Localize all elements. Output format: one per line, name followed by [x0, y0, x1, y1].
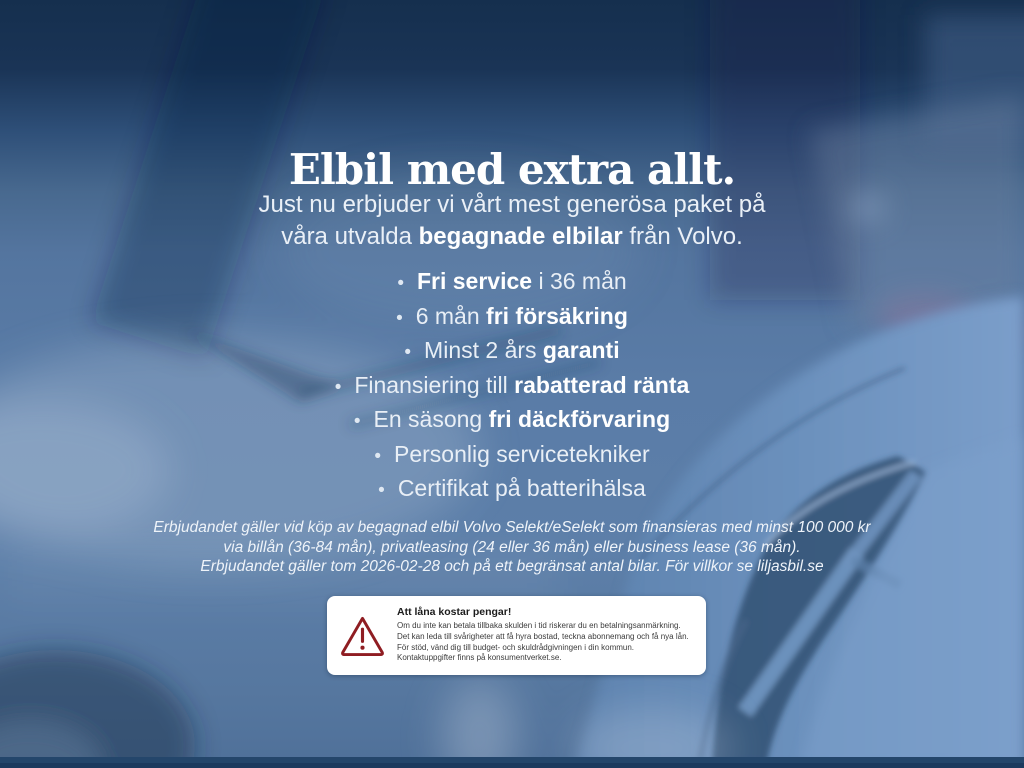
warning-title: Att låna kostar pengar! — [397, 606, 512, 618]
benefit-item: • Personlig servicetekniker — [0, 437, 1024, 472]
benefit-item: • En säsong fri däckförvaring — [0, 402, 1024, 437]
subtitle-line-2: våra utvalda begagnade elbilar från Volvo. — [281, 223, 743, 250]
bullet-icon: • — [334, 376, 342, 398]
disclaimer-line: Erbjudandet gäller vid köp av begagnad elbil Volvo Selekt/eSelekt som finansieras med minst 100 000 kr — [153, 519, 871, 536]
bullet-icon: • — [378, 480, 385, 501]
benefit-item: • Finansiering till rabatterad ränta — [0, 368, 1024, 403]
warning-text — [397, 606, 692, 664]
bullet-icon: • — [353, 411, 361, 432]
bullet-icon: • — [397, 273, 404, 294]
warning-body: Om du inte kan betala tillbaka skulden i tid riskerar du en betalningsanmärkning. Det kan leda till svårigheter att få hyra bostad, teckna abonnemang och få nya lån. För stöd, vänd dig till budget- och skuldrådgivningen i din kommun. Kontaktuppgifter finns på konsumentverket.se. — [397, 621, 689, 663]
subtitle — [0, 189, 1024, 253]
disclaimer — [0, 518, 1024, 577]
benefits-list — [0, 264, 1024, 506]
benefit-item: • 6 mån fri försäkring — [0, 299, 1024, 334]
disclaimer-line: Erbjudandet gäller tom 2026-02-28 och på ett begränsat antal bilar. För villkor se liljasbil.se — [200, 558, 824, 575]
loan-warning-card — [327, 596, 706, 675]
bullet-icon: • — [404, 342, 412, 363]
bullet-icon: • — [396, 307, 403, 329]
subtitle-line-1: Just nu erbjuder vi vårt mest generösa paket på — [258, 191, 766, 218]
disclaimer-line: via billån (36-84 mån), privatleasing (24 eller 36 mån) eller business lease (36 mån). — [223, 538, 801, 556]
bullet-icon: • — [374, 445, 381, 467]
warning-triangle-icon — [339, 614, 386, 657]
benefit-item: • Fri service i 36 mån — [0, 264, 1024, 299]
benefit-item: • Minst 2 års garanti — [0, 333, 1024, 368]
page-title: Elbil med extra allt. — [288, 145, 736, 195]
benefit-item: • Certifikat på batterihälsa — [0, 471, 1024, 506]
